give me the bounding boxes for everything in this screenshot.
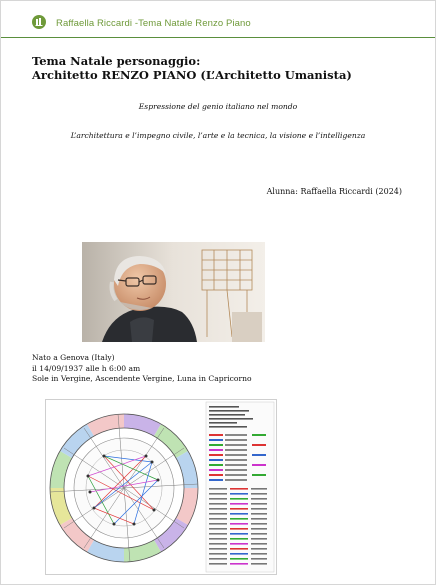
natal-chart-image <box>45 399 277 575</box>
astro-summary: Sole in Vergine, Ascendente Vergine, Luna in Capricorno <box>32 374 252 383</box>
title-line-2: Architetto RENZO PIANO (L’Architetto Umanista) <box>32 68 352 82</box>
birth-info <box>32 353 252 385</box>
birth-date: il 14/09/1937 alle h 6:00 am <box>32 363 141 373</box>
portrait-photo <box>82 242 265 342</box>
document-title <box>32 54 352 82</box>
birth-place: Nato a Genova (Italy) <box>32 353 115 362</box>
header-title: Raffaella Riccardi -Tema Natale Renzo Piano <box>56 18 251 29</box>
student-name: Alunna: Raffaella Riccardi (2024) <box>266 187 402 196</box>
subtitle-2: L’architettura e l’impegno civile, l’arte e la tecnica, la visione e l’intelligenza <box>70 131 366 140</box>
subtitle-1: Espressione del genio italiano nel mondo <box>138 102 298 111</box>
title-line-1: Tema Natale personaggio: <box>32 54 201 68</box>
book-leaf-icon <box>32 15 46 29</box>
page-header <box>1 1 435 38</box>
